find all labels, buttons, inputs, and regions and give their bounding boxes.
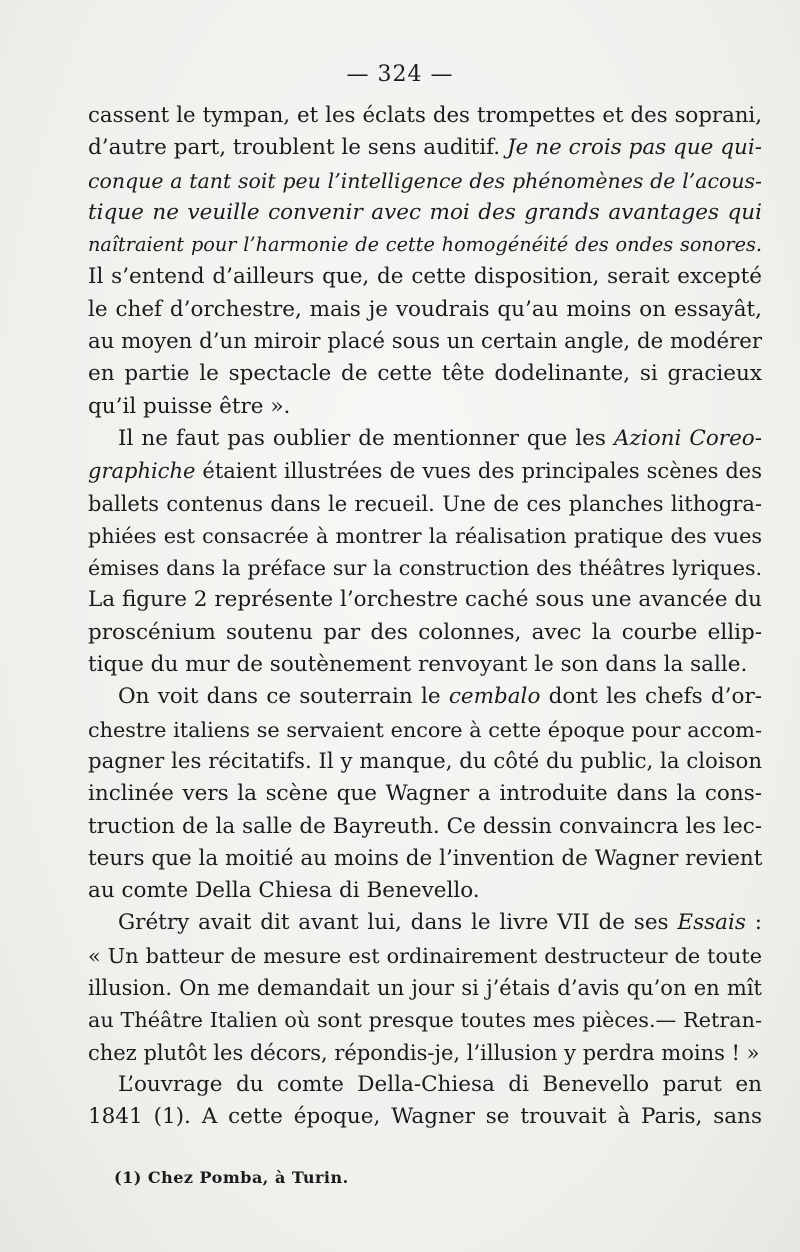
italic-run: tique ne veuille convenir avec moi des grands avantages qui xyxy=(88,199,762,225)
text-run: phiées est consacrée à montrer la réalisation pratique des vues xyxy=(88,523,762,548)
text-line xyxy=(88,811,762,843)
text-run: tique du mur de soutènement renvoyant le son dans la salle. xyxy=(88,652,748,678)
text-run: truction de la salle de Bayreuth. Ce dessin convaincra les lec- xyxy=(88,813,762,839)
text-run: au Théâtre Italien où sont presque toutes mes pièces.— Retran- xyxy=(88,1008,762,1033)
italic-run: graphiche xyxy=(88,459,196,484)
text-run: inclinée vers la scène que Wagner a introduite dans la cons- xyxy=(88,781,762,807)
text-run: émises dans la préface sur la construction des théâtres lyriques. xyxy=(88,556,762,581)
text-line xyxy=(88,488,762,520)
text-run: d’autre part, troublent le sens auditif. xyxy=(88,135,507,161)
page-number: — 324 — xyxy=(346,62,454,87)
italic-run: Je ne crois pas que qui- xyxy=(506,135,762,161)
italic-run: conque a tant soit peu l’intelligence des phénomènes de l’acous- xyxy=(88,168,762,193)
text-line xyxy=(88,584,762,616)
text-run: proscénium soutenu par des colonnes, avec la courbe ellip- xyxy=(88,619,762,645)
footnote: (1) Chez Pomba, à Turin. xyxy=(114,1168,349,1187)
text-line xyxy=(88,1101,762,1133)
text-run: étaient illustrées de vues des principales scènes des xyxy=(195,459,762,484)
text-run: dont les chefs d’or- xyxy=(540,684,762,710)
text-run: La figure 2 représente l’orchestre caché sous une avancée du xyxy=(88,587,762,613)
text-run: chez plutôt les décors, répondis-je, l’illusion y perdra moins ! » xyxy=(88,1040,760,1065)
text-line xyxy=(88,907,762,939)
text-line xyxy=(88,326,762,358)
text-line xyxy=(88,294,762,326)
italic-run: cembalo xyxy=(448,684,541,710)
text-line xyxy=(88,1069,762,1101)
text-line xyxy=(88,455,762,487)
text-line xyxy=(88,520,762,552)
text-run: L’ouvrage du comte Della-Chiesa di Benevello parut en xyxy=(118,1071,762,1097)
text-run: au moyen d’un miroir placé sous un certain angle, de modérer xyxy=(88,329,762,355)
text-run: 1841 (1). A cette époque, Wagner se trouvait à Paris, sans xyxy=(88,1104,762,1130)
text-run: en partie le spectacle de cette tête dodelinante, si gracieux xyxy=(88,361,762,387)
italic-run: Essais xyxy=(677,910,746,936)
text-line xyxy=(88,391,762,423)
text-line xyxy=(88,552,762,584)
text-line xyxy=(88,358,762,390)
text-run: chestre italiens se servaient encore à cette époque pour accom- xyxy=(88,717,762,742)
text-line xyxy=(88,1037,762,1069)
text-line xyxy=(88,132,762,164)
text-run: cassent le tympan, et les éclats des trompettes et des soprani, xyxy=(88,103,762,128)
text-line xyxy=(88,778,762,810)
text-run: ballets contenus dans le recueil. Une de ces planches lithogra- xyxy=(88,491,762,516)
text-run: le chef d’orchestre, mais je voudrais qu’au moins on essayât, xyxy=(88,296,762,322)
text-line xyxy=(88,649,762,681)
text-run: Il ne faut pas oublier de mentionner que les xyxy=(118,425,614,451)
text-line xyxy=(88,681,762,713)
text-run: pagner les récitatifs. Il y manque, du côté du public, la cloison xyxy=(88,748,762,774)
text-run: au comte Della Chiesa di Benevello. xyxy=(88,878,480,904)
italic-run: naîtraient pour l’harmonie de cette homogénéité des ondes sonores. xyxy=(88,233,762,257)
italic-run: Azioni Coreo- xyxy=(613,425,763,451)
text-line xyxy=(88,843,762,875)
text-line xyxy=(88,165,762,197)
text-line xyxy=(88,714,762,746)
text-run: qu’il puisse être ». xyxy=(88,393,291,419)
body-text xyxy=(88,100,762,1134)
text-line xyxy=(88,423,762,455)
text-line xyxy=(88,197,762,229)
text-run: Il s’entend d’ailleurs que, de cette disposition, serait excepté xyxy=(88,264,762,290)
text-line xyxy=(88,972,762,1004)
text-line xyxy=(88,875,762,907)
text-run: : xyxy=(745,910,762,936)
text-line xyxy=(88,1004,762,1036)
text-run: « Un batteur de mesure est ordinairement destructeur de toute xyxy=(88,943,762,968)
text-line xyxy=(88,261,762,293)
text-line xyxy=(88,617,762,649)
text-run: illusion. On me demandait un jour si j’étais d’avis qu’on en mît xyxy=(88,976,762,1001)
text-line xyxy=(88,229,762,261)
text-line xyxy=(88,746,762,778)
text-run: Grétry avait dit avant lui, dans le livre VII de ses xyxy=(118,910,678,936)
text-run: teurs que la moitié au moins de l’invention de Wagner revient xyxy=(88,845,763,871)
text-line xyxy=(88,100,762,132)
text-run: On voit dans ce souterrain le xyxy=(118,684,449,710)
text-line xyxy=(88,940,762,972)
